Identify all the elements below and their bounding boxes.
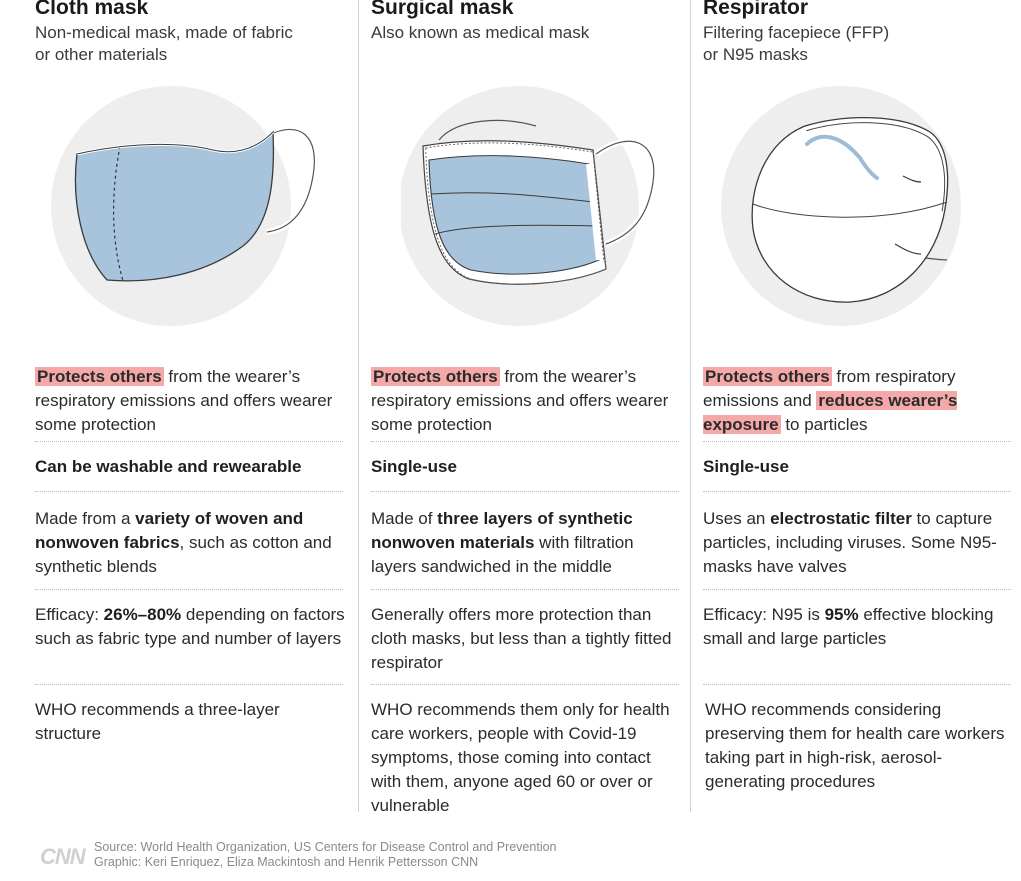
material-bold: electrostatic filter — [770, 509, 912, 528]
cloth-mask-illustration — [45, 84, 325, 334]
usage-text — [371, 455, 457, 479]
column-divider-2 — [690, 0, 691, 812]
who-recommendation: WHO recommends a three-layer structure — [35, 700, 280, 743]
efficacy-post: effective blocking small and large particles — [703, 605, 994, 648]
material-text — [35, 507, 345, 579]
material-post: with filtration layers sandwiched in the middle — [371, 533, 634, 576]
column-title: Respirator — [703, 0, 809, 19]
material-bold: variety of woven and nonwoven fabrics — [35, 509, 304, 552]
efficacy-text — [703, 603, 1013, 651]
row-divider — [371, 441, 679, 442]
efficacy-pre: Efficacy: N95 is — [703, 605, 825, 624]
protection-rest: from the wearer’s respiratory emissions and offers wearer some protection — [35, 367, 333, 434]
protection-text — [703, 365, 1013, 437]
row-divider — [371, 491, 679, 492]
row-divider — [35, 589, 343, 590]
protection-text — [371, 365, 679, 437]
usage-bold: Can be washable and rewearable — [35, 457, 302, 476]
surgical-mask-illustration — [401, 84, 681, 334]
material-pre: Uses an — [703, 509, 771, 528]
efficacy-bold: 95% — [824, 605, 859, 624]
highlight-protects-others: Protects others — [37, 367, 162, 386]
highlight-protects-others: Protects others — [373, 367, 498, 386]
subtitle-line-1: Non-medical mask, made of fabric — [35, 23, 293, 42]
subtitle-line-2: or N95 masks — [703, 45, 808, 64]
material-text — [371, 507, 679, 579]
row-divider — [703, 684, 1011, 685]
material-post: , such as cotton and synthetic blends — [35, 533, 332, 576]
cnn-logo: CNN — [40, 844, 85, 869]
protection-text — [35, 365, 345, 437]
subtitle-line-2: or other materials — [35, 45, 168, 64]
source-credits — [94, 840, 557, 870]
material-bold: three layers of synthetic nonwoven materials — [371, 509, 633, 552]
usage-text — [35, 455, 301, 479]
column-subtitle — [371, 22, 589, 44]
material-text — [703, 507, 1013, 579]
material-pre: Made of — [371, 509, 438, 528]
who-recommendation: WHO recommends them only for health care workers, people with Covid-19 symptoms, those coming into contact with them, anyone aged 60 or over or vulnerable — [371, 700, 670, 815]
efficacy-text — [35, 603, 345, 651]
column-subtitle — [703, 22, 889, 66]
source-line: Source: World Health Organization, US Centers for Disease Control and Prevention — [94, 840, 557, 854]
efficacy-text: Generally offers more protection than cloth masks, but less than a tightly fitted respirator — [371, 605, 672, 672]
highlight-reduces-exposure: reduces wearer’s exposure — [703, 391, 958, 434]
row-divider — [371, 684, 679, 685]
subtitle-line-1: Filtering facepiece (FFP) — [703, 23, 890, 42]
efficacy-pre: Efficacy: — [35, 605, 104, 624]
graphic-credit-line: Graphic: Keri Enriquez, Eliza Mackintosh and Henrik Pettersson CNN — [94, 855, 479, 869]
column-divider-1 — [358, 0, 359, 812]
material-post: to capture particles, including viruses. Some N95-masks have valves — [703, 509, 997, 576]
usage-bold: Single-use — [703, 457, 789, 476]
who-recommendation: WHO recommends considering preserving them for health care workers taking part in high-risk, aerosol-generating procedures — [705, 700, 1005, 791]
material-pre: Made from a — [35, 509, 136, 528]
column-subtitle — [35, 22, 293, 66]
row-divider — [35, 684, 343, 685]
row-divider — [35, 441, 343, 442]
highlight-protects-others: Protects others — [705, 367, 830, 386]
usage-text — [703, 455, 789, 479]
subtitle-line-1: Also known as medical mask — [371, 23, 590, 42]
column-title: Surgical mask — [371, 0, 514, 19]
efficacy-post: depending on factors such as fabric type and number of layers — [35, 605, 345, 648]
row-divider — [703, 441, 1011, 442]
efficacy-bold: 26%–80% — [103, 605, 182, 624]
respirator-illustration — [715, 84, 995, 334]
protection-mid: from respiratory emissions and — [703, 367, 956, 410]
protection-post: to particles — [780, 415, 868, 434]
protection-rest: from the wearer’s respiratory emissions and offers wearer some protection — [371, 367, 669, 434]
usage-bold: Single-use — [371, 457, 457, 476]
row-divider — [371, 589, 679, 590]
row-divider — [35, 491, 343, 492]
row-divider — [703, 491, 1011, 492]
column-title: Cloth mask — [35, 0, 149, 19]
row-divider — [703, 589, 1011, 590]
